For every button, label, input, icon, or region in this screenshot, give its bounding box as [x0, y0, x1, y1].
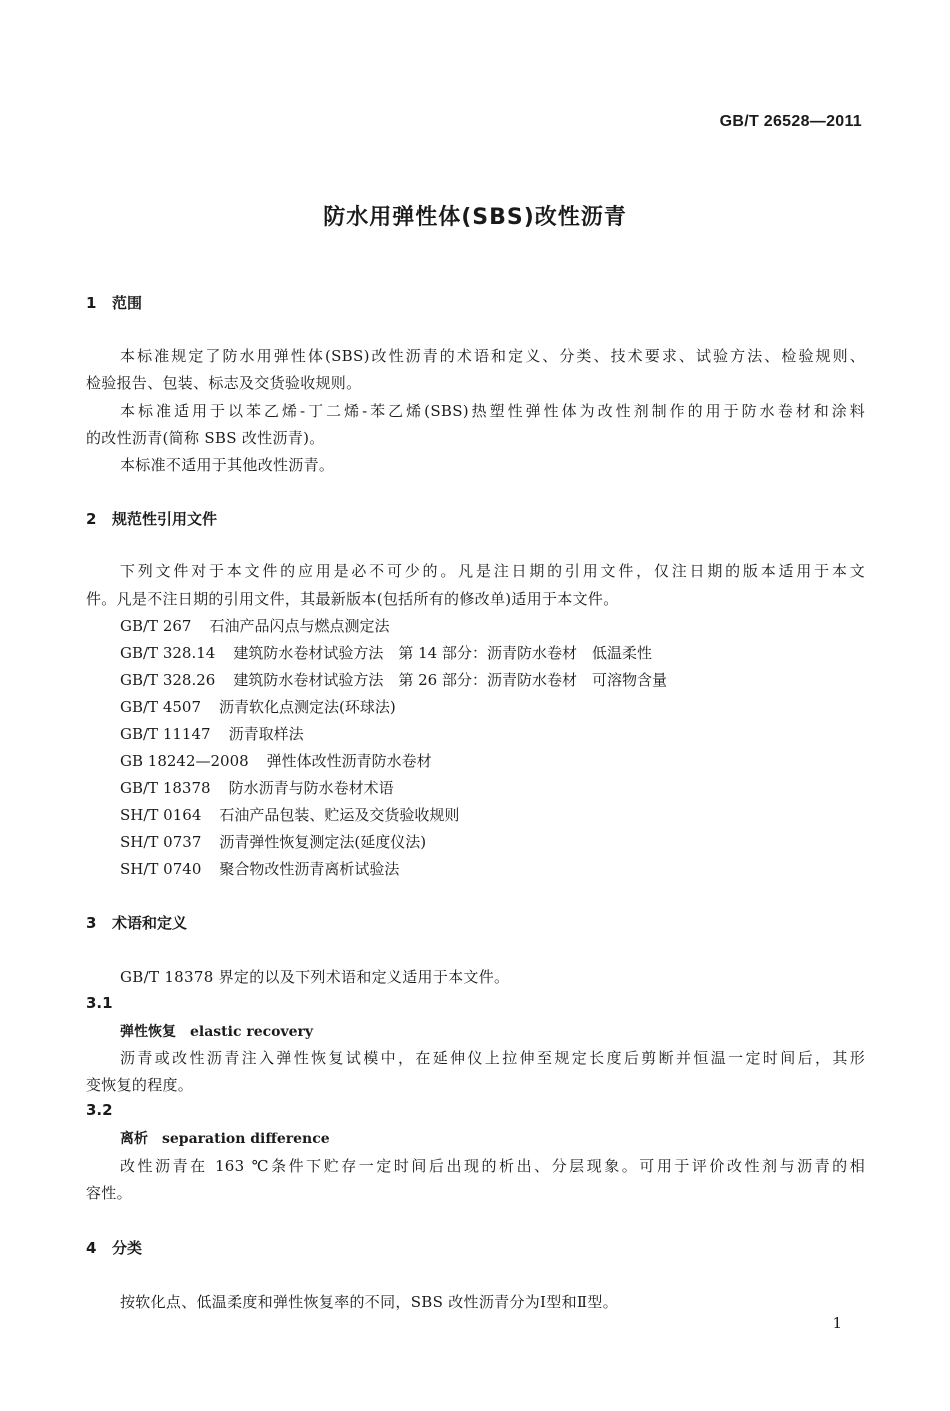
reference-title: 弹性体改性沥青防水卷材 — [266, 752, 432, 770]
reference-code: GB/T 328.26 — [120, 671, 216, 689]
reference-code: GB/T 11147 — [120, 725, 211, 743]
reference-code: GB/T 328.14 — [120, 644, 216, 662]
reference-item — [120, 831, 426, 852]
section-number: 1 — [86, 294, 97, 312]
reference-code: GB/T 18378 — [120, 779, 211, 797]
standard-number: GB/T 26528—2011 — [719, 113, 862, 130]
reference-code: GB/T 267 — [120, 617, 192, 635]
reference-title: 防水沥青与防水卷材术语 — [228, 779, 394, 797]
reference-item — [120, 858, 399, 879]
document-title: 防水用弹性体(SBS)改性沥青 — [323, 205, 627, 230]
s1-p1-line2: 检验报告、包装、标志及交货验收规则。 — [86, 374, 362, 392]
section-number: 4 — [86, 1239, 97, 1257]
reference-code: SH/T 0164 — [120, 806, 202, 824]
reference-title: 沥青取样法 — [228, 725, 304, 743]
reference-item — [120, 804, 459, 825]
section-1-heading — [86, 292, 142, 313]
term-number: 3.2 — [86, 1101, 113, 1119]
term-zh: 离析 — [120, 1131, 148, 1147]
term-heading — [120, 1128, 330, 1148]
term-en: elastic recovery — [190, 1024, 314, 1040]
reference-item — [120, 777, 394, 798]
reference-code: GB/T 4507 — [120, 698, 202, 716]
section-number: 3 — [86, 914, 97, 932]
section-title: 术语和定义 — [112, 914, 188, 932]
s1-p3: 本标准不适用于其他改性沥青。 — [120, 456, 335, 474]
section-4-heading — [86, 1237, 142, 1258]
section-number: 2 — [86, 510, 97, 528]
reference-title: 沥青弹性恢复测定法(延度仪法) — [219, 833, 427, 851]
term-zh: 弹性恢复 — [120, 1024, 176, 1040]
reference-title: 聚合物改性沥青离析试验法 — [219, 860, 400, 878]
reference-title: 建筑防水卷材试验方法 第 26 部分：沥青防水卷材 可溶物含量 — [233, 671, 667, 689]
reference-item — [120, 750, 432, 771]
s2-intro-line1: 下列文件对于本文件的应用是必不可少的。凡是注日期的引用文件，仅注日期的版本适用于本文 — [120, 562, 865, 580]
section-3-heading — [86, 912, 187, 933]
term-number: 3.1 — [86, 994, 113, 1012]
section-title: 规范性引用文件 — [112, 510, 218, 528]
section-2-heading — [86, 508, 217, 529]
term-definition-line2: 变恢复的程度。 — [86, 1076, 194, 1094]
term-definition-line1: 改性沥青在 163 ℃条件下贮存一定时间后出现的析出、分层现象。可用于评价改性剂与沥青的相 — [120, 1157, 865, 1175]
s2-intro-line2: 件。凡是不注日期的引用文件，其最新版本(包括所有的修改单)适用于本文件。 — [86, 590, 619, 608]
reference-code: GB 18242—2008 — [120, 752, 249, 770]
reference-code: SH/T 0737 — [120, 833, 202, 851]
s1-p2-line1: 本标准适用于以苯乙烯-丁二烯-苯乙烯(SBS)热塑性弹性体为改性剂制作的用于防水卷材和涂料 — [120, 402, 865, 420]
reference-code: SH/T 0740 — [120, 860, 202, 878]
page-number: 1 — [832, 1314, 842, 1332]
term-heading — [120, 1021, 313, 1041]
s4-p1: 按软化点、低温柔度和弹性恢复率的不同，SBS 改性沥青分为Ⅰ型和Ⅱ型。 — [120, 1293, 618, 1311]
term-definition-line2: 容性。 — [86, 1184, 132, 1202]
s1-p1-line1: 本标准规定了防水用弹性体(SBS)改性沥青的术语和定义、分类、技术要求、试验方法、检验规则、 — [120, 347, 865, 365]
reference-title: 沥青软化点测定法(环球法) — [219, 698, 396, 716]
section-title: 分类 — [112, 1239, 143, 1257]
term-definition-line1: 沥青或改性沥青注入弹性恢复试模中，在延伸仪上拉伸至规定长度后剪断并恒温一定时间后，其形 — [120, 1049, 865, 1067]
reference-title: 石油产品包装、贮运及交货验收规则 — [219, 806, 460, 824]
s3-intro: GB/T 18378 界定的以及下列术语和定义适用于本文件。 — [120, 968, 510, 986]
s1-p2-line2: 的改性沥青(简称 SBS 改性沥青)。 — [86, 429, 325, 447]
reference-title: 建筑防水卷材试验方法 第 14 部分：沥青防水卷材 低温柔性 — [233, 644, 652, 662]
reference-item — [120, 669, 667, 690]
reference-title: 石油产品闪点与燃点测定法 — [209, 617, 390, 635]
term-en: separation difference — [162, 1131, 330, 1147]
reference-item — [120, 723, 304, 744]
reference-item — [120, 615, 389, 636]
reference-item — [120, 642, 652, 663]
reference-item — [120, 696, 396, 717]
section-title: 范围 — [112, 294, 143, 312]
